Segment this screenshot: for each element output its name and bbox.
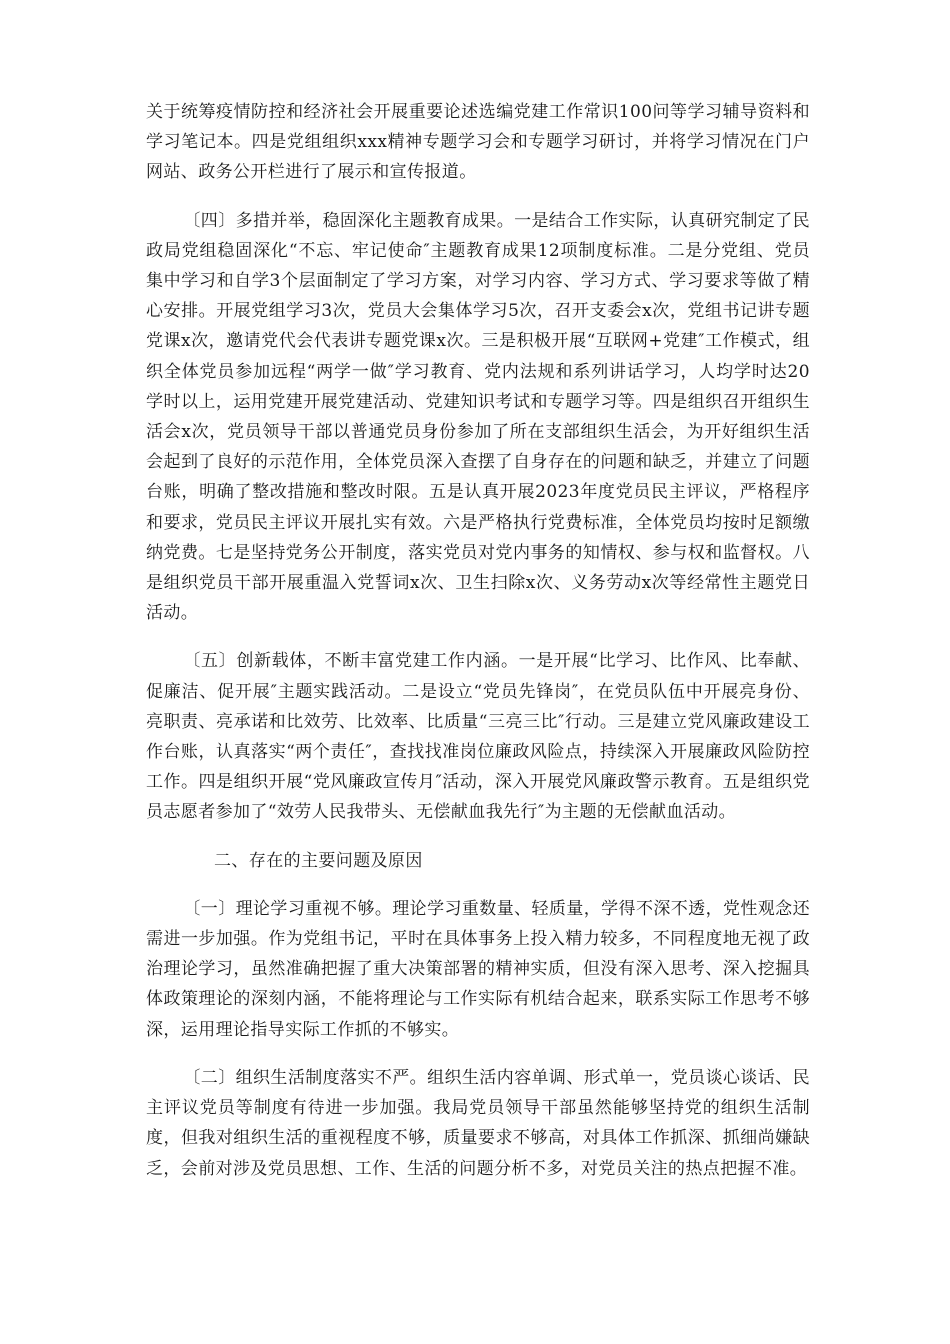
paragraph-section-4: 〔四〕多措并举，稳固深化主题教育成果。一是结合工作实际，认真研究制定了民政局党组稳固深化“不忘、牢记使命″主题教育成果12项制度标准。二是分党组、党员集中学习和自学3个层面制定了学习方案，对学习内容、学习方式、学习要求等做了精心安排。开展党组学习3次，党员大会集体学习5次，召开支委会x次，党组书记讲专题党课x次，邀请党代会代表讲专题党课x次。三是积极开展“互联网+党建″工作模式，组织全体党员参加远程“两学一做″学习教育、党内法规和系列讲话学习，人均学时达20学时以上，运用党建开展党建活动、党建知识考试和专题学习等。四是组织召开组织生活会x次，党员领导干部以普通党员身份参加了所在支部组织生活会，为开好组织生活会起到了良好的示范作用，全体党员深入查摆了自身存在的问题和缺乏，并建立了问题台账，明确了整改措施和整改时限。五是认真开展2023年度党员民主评议，严格程序和要求，党员民主评议开展扎实有效。六是严格执行党费标准，全体党员均按时足额缴纳党费。七是坚持党务公开制度，落实党员对党内事务的知情权、参与权和监督权。八是组织党员干部开展重温入党誓词x次、卫生扫除x次、义务劳动x次等经常性主题党日活动。 (146, 210, 810, 624)
section-heading: 二、存在的主要问题及原因 (214, 850, 423, 871)
paragraph-problem-2: 〔二〕组织生活制度落实不严。组织生活内容单调、形式单一，党员谈心谈话、民主评议党员等制度有待进一步加强。我局党员领导干部虽然能够坚持党的组织生活制度，但我对组织生活的重视程度不够，质量要求不够高，对具体工作抓深、抓细尚嫌缺乏，会前对涉及党员思想、工作、生活的问题分析不多，对党员关注的热点把握不准。 (146, 1067, 810, 1179)
document-page (146, 97, 810, 1202)
paragraph-section-5: 〔五〕创新载体，不断丰富党建工作内涵。一是开展“比学习、比作风、比奉献、促廉洁、促开展″主题实践活动。二是设立“党员先锋岗″，在党员队伍中开展亮身份、亮职责、亮承诺和比效劳、比效率、比质量“三亮三比″行动。三是建立党风廉政建设工作台账，认真落实“两个责任″，查找找准岗位廉政风险点，持续深入开展廉政风险防控工作。四是组织开展“党风廉政宣传月″活动，深入开展党风廉政警示教育。五是组织党员志愿者参加了“效劳人民我带头、无偿献血我先行″为主题的无偿献血活动。 (146, 651, 810, 823)
paragraph-problem-1: 〔一〕理论学习重视不够。理论学习重数量、轻质量，学得不深不透，党性观念还需进一步加强。作为党组书记，平时在具体事务上投入精力较多，不同程度地无视了政治理论学习，虽然准确把握了重大决策部署的精神实质，但没有深入思考、深入挖掘具体政策理论的深刻内涵，不能将理论与工作实际有机结合起来，联系实际工作思考不够深，运用理论指导实际工作抓的不够实。 (146, 898, 810, 1040)
paragraph-continuation: 关于统筹疫情防控和经济社会开展重要论述选编党建工作常识100问等学习辅导资料和学习笔记本。四是党组组织xxx精神专题学习会和专题学习研讨，并将学习情况在门户网站、政务公开栏进行了展示和宣传报道。 (146, 102, 810, 183)
